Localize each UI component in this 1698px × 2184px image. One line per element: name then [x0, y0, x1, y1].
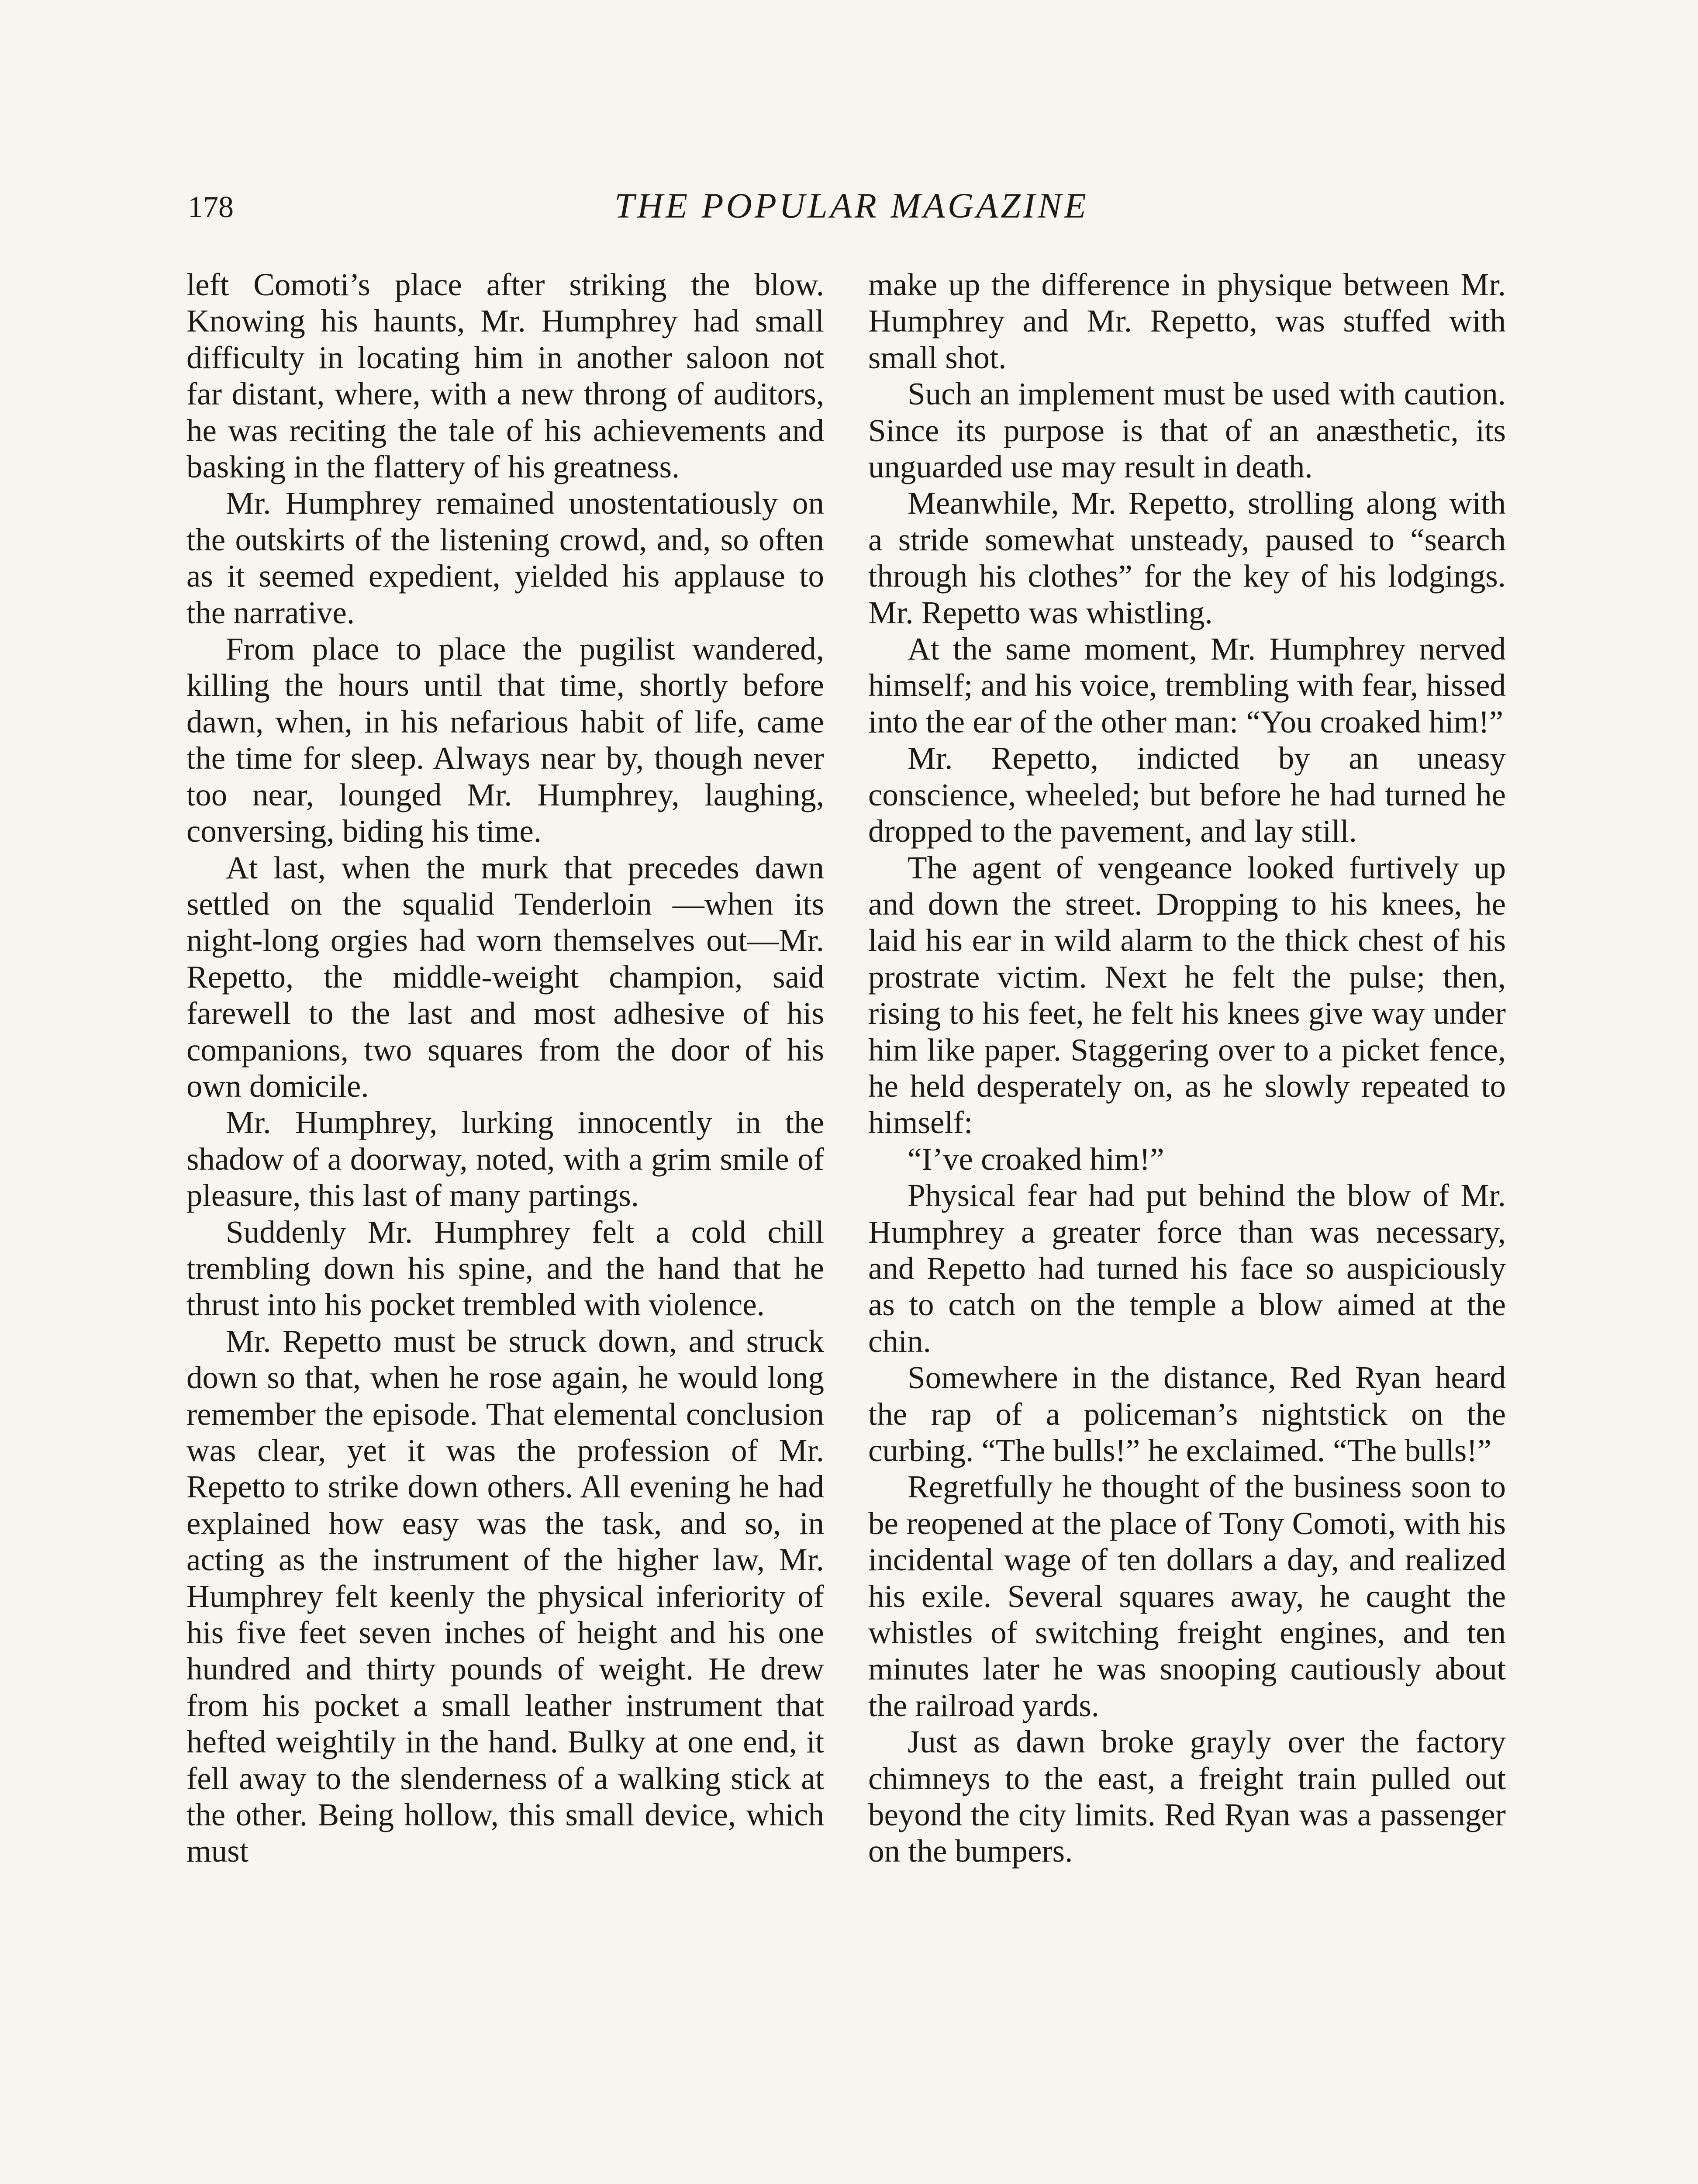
left-column [186, 266, 824, 1870]
paragraph: Regretfully he thought of the business soon to be reopened at the place of Tony Comoti, with his incidental wage of ten dollars a day, and realized his exile. Several squares away, he caught the whistles of switching freight engines, and ten minutes later he was snooping cautiously about the railroad yards. [868, 1469, 1506, 1723]
paragraph: Mr. Repetto must be struck down, and struck down so that, when he rose again, he would long remember the episode. That elemental conclusion was clear, yet it was the profession of Mr. Repetto to strike down others. All evening he had explained how easy was the task, and so, in acting as the instrument of the higher law, Mr. Humphrey felt keenly the physical inferiority of his five feet seven inches of height and his one hundred and thirty pounds of weight. He drew from his pocket a small leather instrument that hefted weightily in the hand. Bulky at one end, it fell away to the slenderness of a walking stick at the other. Being hollow, this small device, which must [186, 1323, 824, 1869]
paragraph: “I’ve croaked him!” [908, 1141, 1164, 1177]
paragraph: Such an implement must be used with caution. Since its purpose is that of an anæsthetic, its unguarded use may result in death. [868, 376, 1506, 485]
page-number: 178 [188, 190, 234, 224]
paragraph: Mr. Humphrey, lurking innocently in the shadow of a doorway, noted, with a grim smile of pleasure, this last of many partings. [186, 1105, 824, 1213]
paragraph: Mr. Humphrey remained unostentatiously on the outskirts of the listening crowd, and, so often as it seemed expedient, yielded his applause to the narrative. [186, 485, 824, 630]
paragraph: Mr. Repetto, indicted by an uneasy conscience, wheeled; but before he had turned he dropped to the pavement, and lay still. [868, 740, 1506, 849]
paragraph: Just as dawn broke grayly over the factory chimneys to the east, a freight train pulled out beyond the city limits. Red Ryan was a passenger on the bumpers. [868, 1724, 1506, 1869]
paragraph: Meanwhile, Mr. Repetto, strolling along with a stride somewhat unsteady, paused to “search through his clothes” for the key of his lodgings. Mr. Repetto was whistling. [868, 485, 1506, 630]
paragraph: From place to place the pugilist wandered, killing the hours until that time, shortly before dawn, when, in his nefarious habit of life, came the time for sleep. Always near by, though never too near, lounged Mr. Humphrey, laughing, conversing, biding his time. [186, 631, 824, 849]
paragraph: At last, when the murk that precedes dawn settled on the squalid Tenderloin —when its night-long orgies had worn themselves out—Mr. Repetto, the middle-weight champion, said farewell to the last and most adhesive of his companions, two squares from the door of his own domicile. [186, 850, 824, 1104]
paragraph: Suddenly Mr. Humphrey felt a cold chill trembling down his spine, and the hand that he thrust into his pocket trembled with violence. [186, 1214, 824, 1323]
paragraph: The agent of vengeance looked furtively up and down the street. Dropping to his knees, he laid his ear in wild alarm to the thick chest of his prostrate victim. Next he felt the pulse; then, rising to his feet, he felt his knees give way under him like paper. Staggering over to a picket fence, he held desperately on, as he slowly repeated to himself: [868, 850, 1506, 1140]
right-column [868, 266, 1506, 1870]
paragraph: left Comoti’s place after striking the blow. Knowing his haunts, Mr. Humphrey had small difficulty in locating him in another saloon not far distant, where, with a new throng of auditors, he was reciting the tale of his achievements and basking in the flattery of his greatness. [186, 267, 824, 485]
paragraph: Somewhere in the distance, Red Ryan heard the rap of a policeman’s nightstick on the curbing. “The bulls!” he exclaimed. “The bulls!” [868, 1360, 1506, 1468]
paragraph: make up the difference in physique between Mr. Humphrey and Mr. Repetto, was stuffed with small shot. [868, 267, 1506, 375]
running-head: THE POPULAR MAGAZINE [614, 186, 1089, 225]
paragraph: Physical fear had put behind the blow of Mr. Humphrey a greater force than was necessary, and Repetto had turned his face so auspiciously as to catch on the temple a blow aimed at the chin. [868, 1178, 1506, 1359]
paragraph: At the same moment, Mr. Humphrey nerved himself; and his voice, trembling with fear, hissed into the ear of the other man: “You croaked him!” [868, 631, 1506, 740]
